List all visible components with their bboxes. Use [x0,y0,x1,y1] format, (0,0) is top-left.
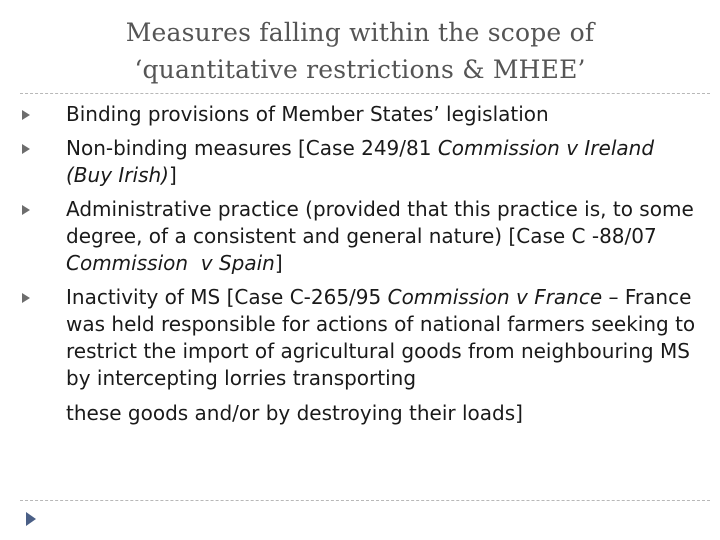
bottom-divider [20,500,710,501]
slide-title [0,14,720,88]
bullet-triangle-icon [22,144,30,154]
next-slide-icon[interactable] [26,512,36,526]
bullet-text: Binding provisions of Member States’ legislation [66,102,549,126]
bullet-item-binding-provisions [0,101,720,128]
case-name-spain: Spain [218,251,275,275]
bullet-text-end: ] [274,251,283,275]
slide-title-line-1: Measures falling within the scope of [125,18,595,47]
bullet-triangle-icon [22,205,30,215]
slide-title-line-2: ‘quantitative restrictions & MHEE’ [134,55,586,84]
bullet-triangle-icon [22,293,30,303]
case-name-versus: v [188,251,219,275]
bullet-text-end: – France was held responsible for actions of national farmers seeking to restrict the import of agricultural goods from neighbouring MS by intercepting lorries transporting [66,285,696,390]
bullet-continuation: these goods and/or by destroying their loads] [66,401,523,425]
bullet-text-end: ] [168,163,177,187]
title-divider [20,93,710,94]
bullet-item-non-binding [0,135,720,189]
bullet-item-administrative-practice [0,196,720,277]
bullet-list [0,101,720,427]
case-name: Commission v Ireland (Buy Irish) [66,136,655,187]
case-name-commission: Commission [66,251,189,275]
bullet-item-inactivity [0,284,720,392]
bullet-text: Non-binding measures [Case 249/81 [66,136,438,160]
case-name: Commission v France [387,285,603,309]
bullet-text: Inactivity of MS [Case C-265/95 [66,285,388,309]
bullet-triangle-icon [22,110,30,120]
bullet-text: Administrative practice (provided that this practice is, to some degree, of a consistent and general nature) [Case C -88/07 [66,197,694,248]
